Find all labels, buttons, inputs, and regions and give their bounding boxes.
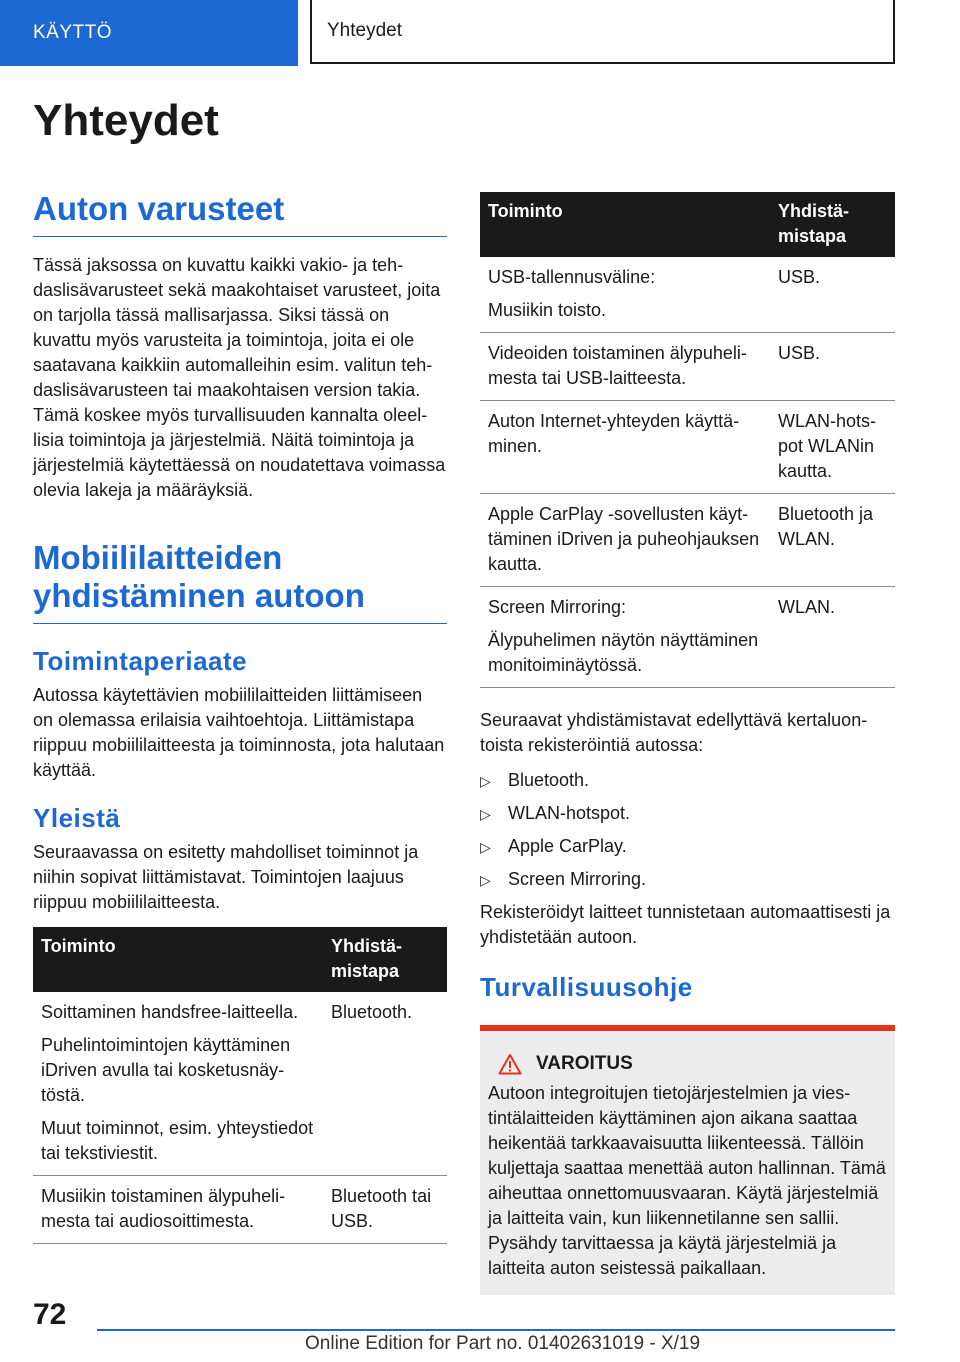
triangle-bullet-icon: ▷ <box>480 872 491 888</box>
list-item <box>480 867 895 893</box>
method-cell: USB. <box>770 333 895 401</box>
paragraph-accessories: Tässä jaksossa on kuvattu kaikki vakio- ja tehdaslisävarusteet sekä maakohtaiset varusteet, joita on tarjolla tässä mallisarjassa. Siksi tässä on kuvattu myös varusteita ja toimintoja, joita ei ole saatavana kaikkiin automalleihin esim. valitun tehdaslisävarusteen tai maakohtaisen version takia. Tämä koskee myös turvallisuuden kannalta oleellisia toimintoja ja järjestelmiä. Näitä toimintoja ja järjestelmiä käytettäessä on noudatettava voimassa olevia lakeja ja määräyksiä. <box>33 255 446 500</box>
paragraph-registration: Seuraavat yhdistämistavat edellyttävä kertaluontoista rekisteröintiä autossa: <box>480 710 868 755</box>
function-line: Videoiden toistaminen älypuhelimesta tai USB-laitteesta. <box>488 343 747 388</box>
page-title: Yhteydet <box>33 96 219 145</box>
paragraph-auto-recognition: Rekisteröidyt laitteet tunnistetaan automaattisesti ja yhdistetään autoon. <box>480 902 891 947</box>
warning-title: VAROITUS <box>536 1053 633 1074</box>
column-header-method: Yhdistämistapa <box>323 927 447 992</box>
chapter-tab[interactable]: Yhteydet <box>310 0 895 64</box>
connection-table-left <box>33 927 447 1244</box>
function-cell <box>33 992 323 1176</box>
function-cell <box>480 333 770 401</box>
table-header-row <box>33 927 447 992</box>
function-cell <box>480 401 770 494</box>
warning-box <box>480 1025 895 1295</box>
method-cell: Bluetooth. <box>323 992 447 1176</box>
right-column <box>480 192 895 1295</box>
heading-safety: Turvallisuusohje <box>480 972 693 1002</box>
table-row <box>480 257 895 333</box>
function-cell <box>480 587 770 688</box>
heading-principle: Toimintaperiaate <box>33 646 248 676</box>
header-bar <box>0 0 960 66</box>
table-row <box>33 1176 447 1244</box>
warning-header <box>488 1053 887 1075</box>
list-item-text: Screen Mirroring. <box>508 869 647 889</box>
triangle-bullet-icon: ▷ <box>480 839 491 855</box>
list-item-text: WLAN-hotspot. <box>508 803 631 823</box>
list-item <box>480 834 895 860</box>
function-cell <box>480 494 770 587</box>
left-column <box>33 190 447 1244</box>
warning-triangle-icon <box>498 1053 522 1075</box>
connection-table-right <box>480 192 895 688</box>
function-line: Puhelintoimintojen käyttäminen iDriven avulla tai kosketusnäytöstä. <box>41 1035 291 1105</box>
function-line: Screen Mirroring: <box>488 597 627 617</box>
triangle-bullet-icon: ▷ <box>480 773 491 789</box>
list-item <box>480 801 895 827</box>
function-line: Musiikin toistaminen älypuhelimesta tai audiosoittimesta. <box>41 1186 286 1231</box>
heading-accessories: Auton varusteet <box>33 190 447 237</box>
table-row <box>480 587 895 688</box>
column-header-method: Yhdistämistapa <box>770 192 895 257</box>
footer-edition: Online Edition for Part no. 01402631019 - X/19 <box>305 1333 701 1354</box>
method-cell: USB. <box>770 257 895 333</box>
function-line: Musiikin toisto. <box>488 300 607 320</box>
list-item-text: Apple CarPlay. <box>508 836 627 856</box>
list-item-text: Bluetooth. <box>508 770 590 790</box>
function-line: Auton Internet-yhteyden käyttäminen. <box>488 411 740 456</box>
method-cell: WLAN. <box>770 587 895 688</box>
heading-general: Yleistä <box>33 803 121 833</box>
function-cell <box>480 257 770 333</box>
table-row <box>480 333 895 401</box>
method-cell: Bluetooth ja WLAN. <box>770 494 895 587</box>
table-row <box>480 401 895 494</box>
function-line: USB-tallennusväline: <box>488 267 656 287</box>
function-line: Soittaminen handsfree-laitteella. <box>41 1002 299 1022</box>
table-header-row <box>480 192 895 257</box>
list-item <box>480 768 895 794</box>
section-tab[interactable]: KÄYTTÖ <box>0 0 298 66</box>
table-row <box>480 494 895 587</box>
method-cell: WLAN-hotspot WLANin kautta. <box>770 401 895 494</box>
function-cell <box>33 1176 323 1244</box>
function-line: Muut toiminnot, esim. yhteystiedot tai tekstiviestit. <box>41 1118 314 1163</box>
paragraph-principle: Autossa käytettävien mobiililaitteiden liittämiseen on olemassa erilaisia vaihtoehtoja. Liittämistapa riippuu mobiililaitteesta ja toiminnosta, jota halutaan käyttää. <box>33 685 445 780</box>
triangle-bullet-icon: ▷ <box>480 806 491 822</box>
function-line: Apple CarPlay -sovellusten käyttäminen iDriven ja puheohjauksen kautta. <box>488 504 760 574</box>
table-row <box>33 992 447 1176</box>
paragraph-general: Seuraavassa on esitetty mahdolliset toiminnot ja niihin sopivat liittämistavat. Toimintojen laajuus riippuu mobiililaitteesta. <box>33 842 419 912</box>
footer-divider <box>97 1329 895 1331</box>
method-cell: Bluetooth tai USB. <box>323 1176 447 1244</box>
warning-text: Autoon integroitujen tietojärjestelmien ja viestintälaitteiden käyttäminen ajon aikana saattaa heikentää tarkkaavaisuutta liikenteessä. Tällöin kuljettaja saattaa menettää auton hallinnan. Tämä aiheuttaa onnettomuusvaaran. Käytä järjestelmiä ja laitteita vain, kun liikennetilanne sen sallii. Pysähdy tarvittaessa ja käytä järjestelmiä ja laitteita auton seistessä paikallaan. <box>488 1083 886 1278</box>
column-header-function: Toiminto <box>480 192 770 257</box>
column-header-function: Toiminto <box>33 927 323 992</box>
function-line: Älypuhelimen näytön näyttäminen monitoiminäytössä. <box>488 630 759 675</box>
page-number: 72 <box>33 1298 67 1331</box>
registration-list <box>480 768 895 893</box>
heading-mobile-devices: Mobiililaitteiden yhdistäminen autoon <box>33 539 447 624</box>
